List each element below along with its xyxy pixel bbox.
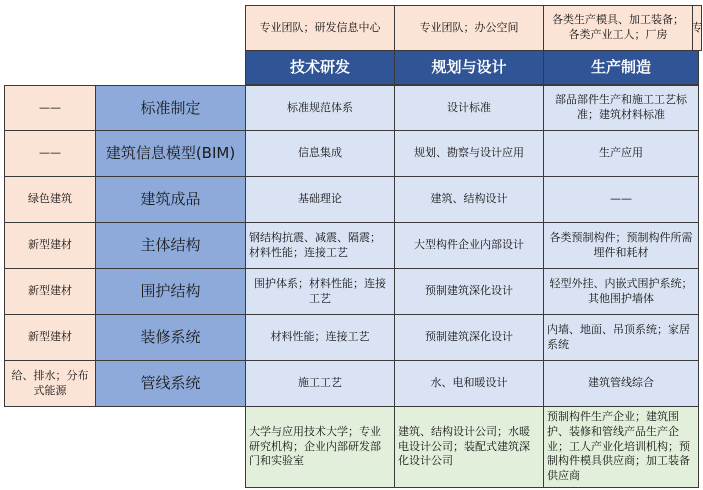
cell-text: 基础理论: [298, 192, 342, 206]
table-cell: [543, 130, 699, 177]
table-cell: [245, 360, 395, 407]
row-tag: [4, 222, 96, 269]
table-cell: [394, 85, 544, 131]
row-tag: [4, 176, 96, 223]
bottom-text: 预制构件生产企业；建筑围护、装修和管线产品生产企业；工人产业化培训机构；预制构件模具供应商；加工装备供应商: [547, 409, 690, 483]
column-header-tech: [245, 50, 395, 85]
table-cell: [394, 360, 544, 407]
row-tag: [4, 130, 96, 177]
table-cell: [394, 222, 544, 269]
table-cell: [245, 85, 395, 131]
cell-text: 轻型外挂、内嵌式围护系统；其他围护墙体: [549, 276, 693, 305]
cell-text: 建筑、结构设计: [430, 192, 508, 206]
row-label: [95, 222, 246, 269]
row-tag: [4, 268, 96, 315]
row-label-text: 装修系统: [140, 328, 201, 347]
table-cell: [394, 268, 544, 315]
cell-text: 预制建筑深化设计: [425, 284, 513, 298]
row-label-text: 围护结构: [140, 282, 201, 301]
row-tag: [4, 85, 96, 131]
table-cell: [394, 176, 544, 223]
row-tag-text: 给、排水；分布式能源: [11, 368, 89, 397]
cell-text: 水、电和暖设计: [430, 376, 508, 390]
row-label: [95, 176, 246, 223]
bottom-text: 建筑、结构设计公司；水暖电设计公司；装配式建筑深化设计公司: [398, 424, 530, 468]
row-tag-text: ——: [39, 100, 61, 114]
row-tag-text: 绿色建筑: [28, 192, 72, 206]
cell-text: 设计标准: [447, 100, 491, 114]
table-cell: [543, 360, 699, 407]
table-cell: [245, 176, 395, 223]
cell-text: 规划、勘察与设计应用: [414, 146, 524, 160]
table-cell: [394, 314, 544, 361]
column-header-label: 技术研发: [289, 58, 350, 77]
table-cell: [245, 314, 395, 361]
table-cell: [245, 268, 395, 315]
cell-text: 各类预制构件；预制构件所需埋件和耗材: [549, 230, 693, 259]
bottom-cell-tech: [245, 406, 395, 488]
row-label-text: 标准制定: [140, 98, 201, 117]
resource-cell-design: [394, 5, 544, 51]
table-cell: [543, 314, 699, 361]
cell-text: 内墙、地面、吊顶系统；家居系统: [547, 322, 690, 351]
row-tag: [4, 360, 96, 407]
resource-text: 专业团队；研发信息中心: [259, 20, 381, 34]
table-cell: [394, 130, 544, 177]
table-cell: [543, 85, 699, 131]
row-tag: [4, 314, 96, 361]
bottom-cell-design: [394, 406, 544, 488]
row-label-text: 建筑信息模型(BIM): [105, 144, 236, 163]
row-label-text: 管线系统: [140, 374, 201, 393]
table-cell: [245, 222, 395, 269]
resource-cell-extra: [692, 5, 702, 51]
cell-text: 施工工艺: [298, 376, 342, 390]
resource-cell-production: [543, 5, 693, 51]
row-tag-text: 新型建材: [28, 284, 72, 298]
row-label: [95, 268, 246, 315]
table-cell: [245, 130, 395, 177]
cell-text: 建筑管线综合: [588, 376, 654, 390]
cell-text: 材料性能；连接工艺: [270, 330, 370, 344]
resource-text: 专业团队；办公空间: [419, 20, 519, 34]
cell-text: 信息集成: [298, 146, 342, 160]
bottom-text: 大学与应用技术大学；专业研究机构；企业内部研发部门和实验室: [249, 424, 381, 468]
row-tag-text: ——: [39, 146, 61, 160]
bottom-cell-production: [543, 406, 699, 488]
cell-text: 标准规范体系: [287, 100, 353, 114]
row-label: [95, 130, 246, 177]
row-tag-text: 新型建材: [28, 330, 72, 344]
cell-text: ——: [610, 192, 632, 206]
column-header-label: 生产制造: [590, 58, 651, 77]
column-header-label: 规划与设计: [431, 58, 507, 77]
cell-text: 大型构件企业内部设计: [414, 238, 524, 252]
row-label: [95, 314, 246, 361]
resource-text: 专: [691, 20, 703, 34]
resource-text: 各类生产模具、加工装备；各类产业工人；厂房: [552, 13, 684, 41]
row-label-text: 主体结构: [140, 236, 201, 255]
cell-text: 预制建筑深化设计: [425, 330, 513, 344]
table-cell: [543, 268, 699, 315]
table-cell: [543, 222, 699, 269]
column-header-design: [394, 50, 544, 85]
row-label-text: 建筑成品: [140, 190, 201, 209]
row-tag-text: 新型建材: [28, 238, 72, 252]
cell-text: 部品部件生产和施工工艺标准；建筑材料标准: [555, 93, 687, 121]
table-cell: [543, 176, 699, 223]
cell-text: 生产应用: [599, 146, 643, 160]
resource-cell-tech: [245, 5, 395, 51]
row-label: [95, 360, 246, 407]
row-label: [95, 85, 246, 131]
cell-text: 围护体系；材料性能；连接工艺: [254, 276, 386, 305]
cell-text: 钢结构抗震、减震、隔震；材料性能；连接工艺: [249, 230, 381, 259]
column-header-production: [543, 50, 699, 85]
